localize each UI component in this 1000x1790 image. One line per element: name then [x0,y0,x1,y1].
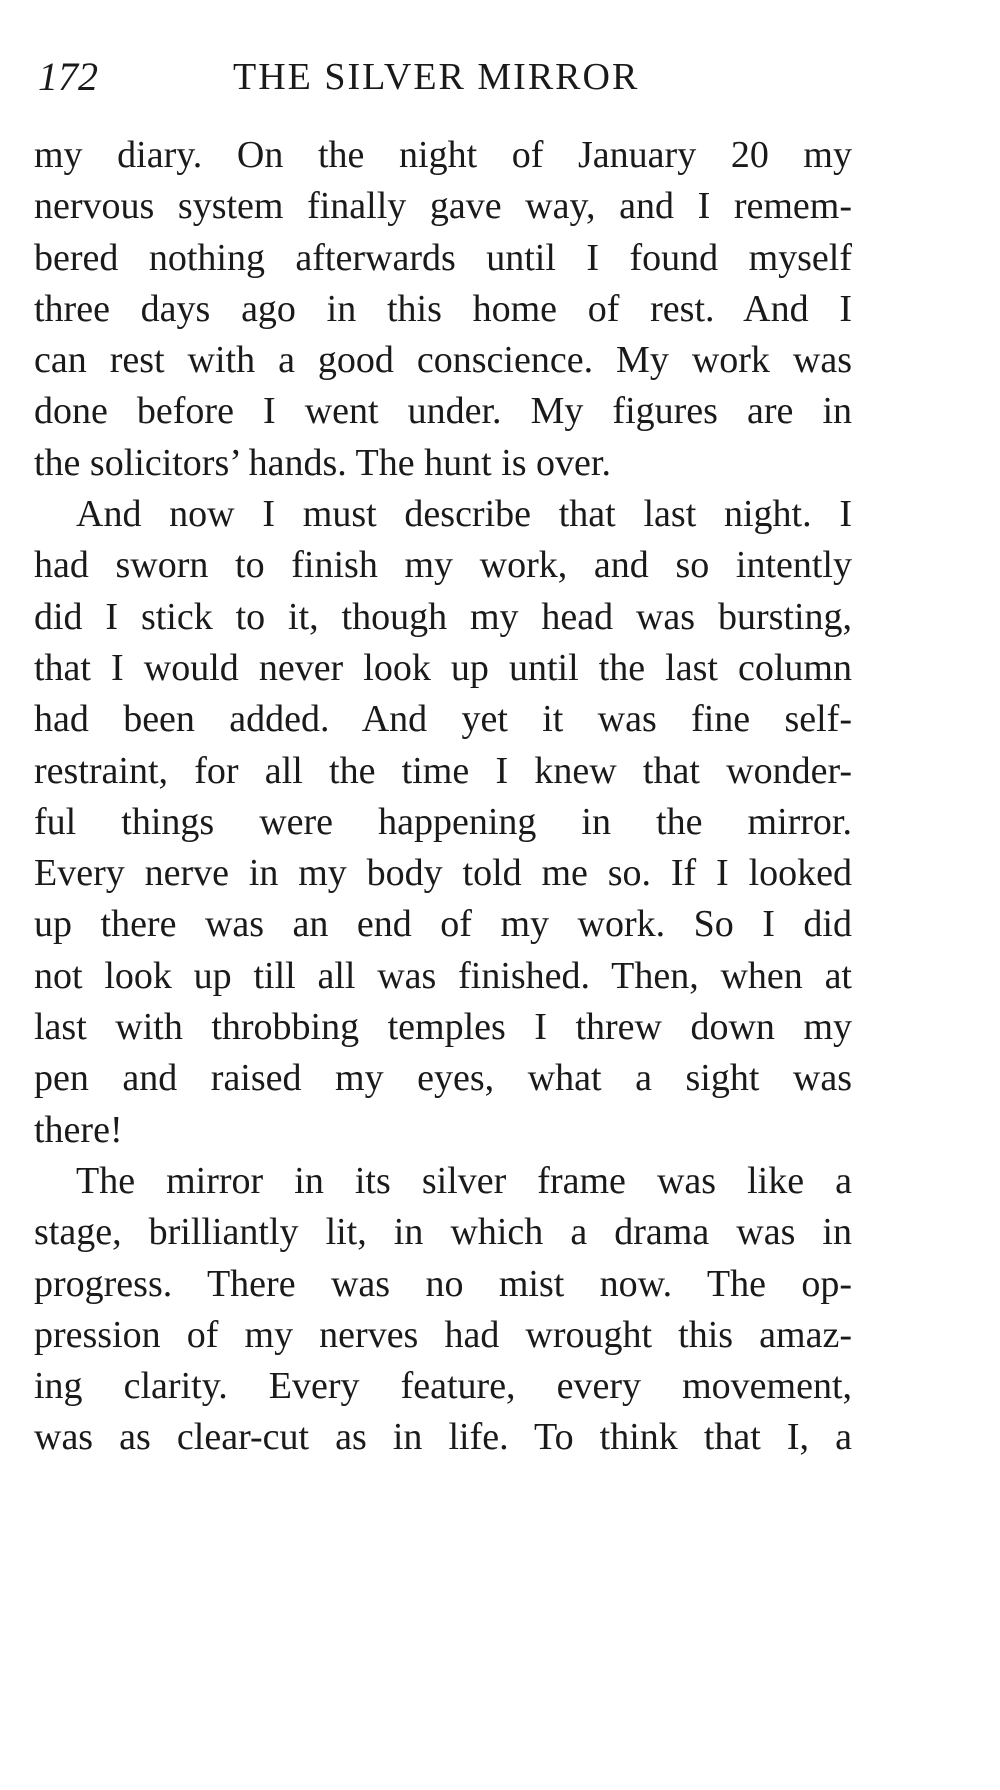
text-line: nervous system finally gave way, and I remem- [34,185,852,228]
text-line: there! [34,1108,123,1151]
text-line: did I stick to it, though my head was bursting, [34,595,852,638]
text-line: not look up till all was finished. Then, when at [34,954,852,997]
text-line: had sworn to finish my work, and so intently [34,544,852,587]
text-line: my diary. On the night of January 20 my [34,134,852,176]
text-line: last with throbbing temples I threw down my [34,1006,852,1049]
text-line: three days ago in this home of rest. And I [34,287,852,330]
text-line: stage, brilliantly lit, in which a drama was in [34,1211,852,1254]
text-line: pen and raised my eyes, what a sight was [34,1057,852,1100]
text-line: restraint, for all the time I knew that wonder- [34,749,852,792]
text-line: The mirror in its silver frame was like a [76,1159,852,1202]
text-line: ing clarity. Every feature, every movement, [34,1365,852,1408]
text-line: pression of my nerves had wrought this amaz- [34,1313,852,1356]
text-line: that I would never look up until the last column [34,646,852,689]
running-head [38,52,858,102]
page-number: 172 [38,54,98,99]
text-line: had been added. And yet it was fine self- [34,698,852,741]
text-line: bered nothing afterwards until I found myself [34,236,852,279]
paragraph [34,130,852,489]
body-text [34,130,852,1464]
paragraph [34,489,852,1156]
text-line: Every nerve in my body told me so. If I looked [34,852,852,895]
text-line: was as clear-cut as in life. To think that I, a [34,1416,852,1459]
text-line: ful things were happening in the mirror. [34,800,852,843]
text-line: can rest with a good conscience. My work was [34,339,852,382]
text-line: up there was an end of my work. So I did [34,903,852,946]
running-title: THE SILVER MIRROR [233,56,640,98]
text-line: the solicitors’ hands. The hunt is over. [34,441,611,484]
text-line: progress. There was no mist now. The op- [34,1262,852,1305]
paragraph [34,1156,852,1464]
text-line: And now I must describe that last night. I [76,493,852,536]
text-line: done before I went under. My figures are in [34,390,852,433]
